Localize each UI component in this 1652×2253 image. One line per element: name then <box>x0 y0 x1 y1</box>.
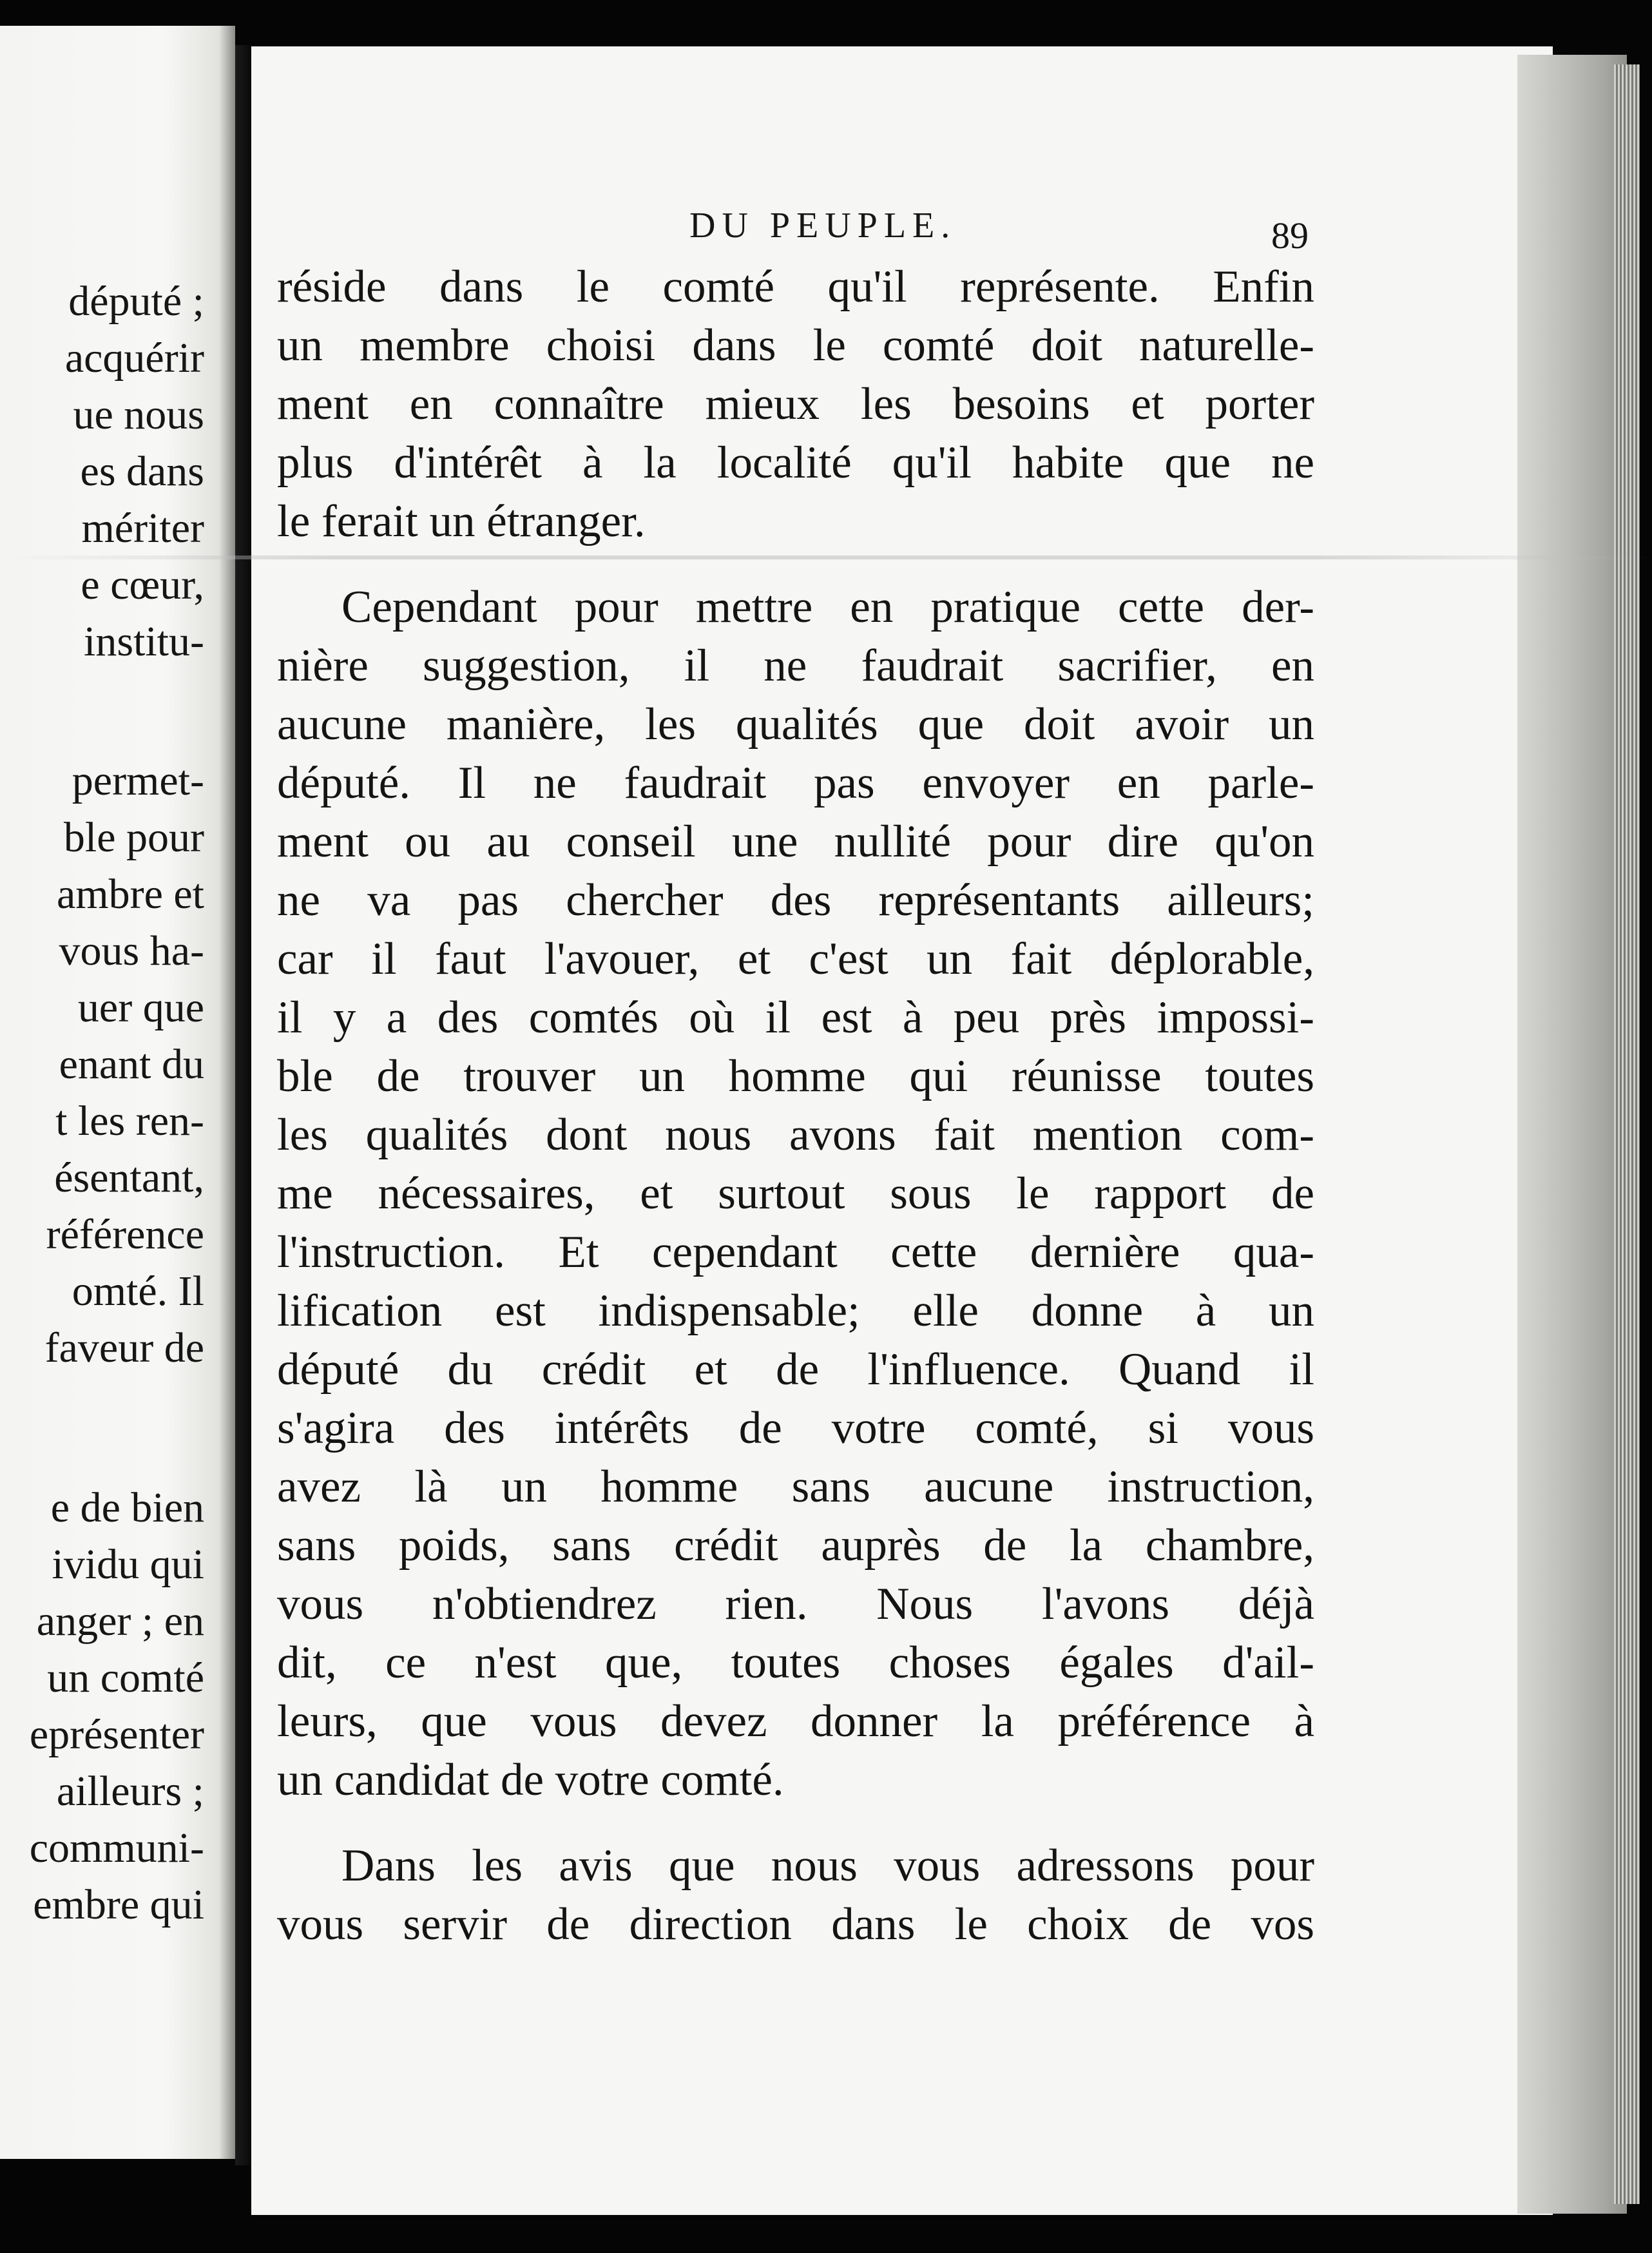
text-line: ment en connaître mieux les besoins et porter <box>277 379 1314 429</box>
facing-line: un comté <box>47 1654 204 1701</box>
text-line: car il faut l'avouer, et c'est un fait déplorable, <box>277 934 1314 984</box>
scan-line-artifact <box>0 556 1652 559</box>
facing-line: e cœur, <box>81 561 204 608</box>
text-line: ble de trouver un homme qui réunisse toutes <box>277 1051 1314 1101</box>
facing-line: ble pour <box>63 814 204 861</box>
text-line: leurs, que vous devez donner la préférence à <box>277 1696 1314 1746</box>
facing-line: faveur de <box>44 1324 204 1371</box>
page-curl-shadow <box>1517 55 1627 2214</box>
text-line: lification est indispensable; elle donne à un <box>277 1286 1314 1336</box>
facing-line: ividu qui <box>52 1541 204 1588</box>
facing-line: omté. Il <box>72 1268 204 1315</box>
page-stack-edge <box>1614 64 1640 2204</box>
text-line: sans poids, sans crédit auprès de la chambre, <box>277 1520 1314 1571</box>
facing-page-left <box>0 26 235 2159</box>
text-line: réside dans le comté qu'il représente. Enfin <box>277 262 1314 312</box>
text-line: aucune manière, les qualités que doit avoir un <box>277 699 1314 749</box>
facing-line: es dans <box>80 448 204 495</box>
text-line: nière suggestion, il ne faudrait sacrifier, en <box>277 641 1314 691</box>
text-line: Dans les avis que nous vous adressons pour <box>341 1841 1314 1891</box>
running-head: DU PEUPLE. <box>689 206 957 246</box>
facing-line: ésentant, <box>54 1154 204 1201</box>
text-line: les qualités dont nous avons fait mention com- <box>277 1110 1314 1160</box>
text-line: dit, ce n'est que, toutes choses égales d'ail- <box>277 1638 1314 1688</box>
text-line: ment ou au conseil une nullité pour dire qu'on <box>277 817 1314 867</box>
paragraph <box>277 1837 1314 1954</box>
text-line: plus d'intérêt à la localité qu'il habite que ne <box>277 438 1314 488</box>
facing-line: embre qui <box>33 1881 204 1928</box>
facing-line: référence <box>46 1211 204 1258</box>
facing-line: ailleurs ; <box>56 1768 204 1815</box>
paragraph <box>277 258 1314 551</box>
facing-line: acquérir <box>64 334 204 382</box>
facing-line: anger ; en <box>36 1598 204 1645</box>
text-line: un candidat de votre comté. <box>277 1755 784 1805</box>
page-number: 89 <box>1271 215 1309 256</box>
facing-line: institu- <box>83 618 204 665</box>
text-line: vous n'obtiendrez rien. Nous l'avons déjà <box>277 1579 1314 1629</box>
facing-line: vous ha- <box>59 927 204 974</box>
text-line: ne va pas chercher des représentants ailleurs; <box>277 875 1314 925</box>
facing-line: permet- <box>72 757 204 804</box>
facing-line: enant du <box>59 1041 204 1088</box>
text-line: député. Il ne faudrait pas envoyer en parle- <box>277 758 1314 808</box>
text-line: avez là un homme sans aucune instruction, <box>277 1462 1314 1512</box>
facing-line: uer que <box>77 984 204 1031</box>
paragraph <box>277 578 1314 1810</box>
text-line: Cependant pour mettre en pratique cette der- <box>341 582 1314 632</box>
facing-line: ue nous <box>73 391 204 438</box>
text-line: le ferait un étranger. <box>277 496 646 546</box>
facing-line: t les ren- <box>55 1097 204 1145</box>
text-line: il y a des comtés où il est à peu près impossi- <box>277 992 1314 1043</box>
facing-line: député ; <box>68 278 204 325</box>
text-line: vous servir de direction dans le choix de vos <box>277 1899 1314 1949</box>
text-line: l'instruction. Et cependant cette dernière qua- <box>277 1227 1314 1277</box>
text-line: député du crédit et de l'influence. Quand il <box>277 1344 1314 1395</box>
facing-line: eprésenter <box>29 1711 204 1758</box>
text-line: me nécessaires, et surtout sous le rapport de <box>277 1168 1314 1219</box>
text-line: un membre choisi dans le comté doit naturelle- <box>277 320 1314 371</box>
text-line: s'agira des intérêts de votre comté, si vous <box>277 1403 1314 1453</box>
facing-line: e de bien <box>50 1484 204 1531</box>
facing-line: ambre et <box>56 871 204 918</box>
page-body <box>277 258 1314 1981</box>
facing-line: communi- <box>29 1824 204 1871</box>
facing-line: mériter <box>81 505 204 552</box>
